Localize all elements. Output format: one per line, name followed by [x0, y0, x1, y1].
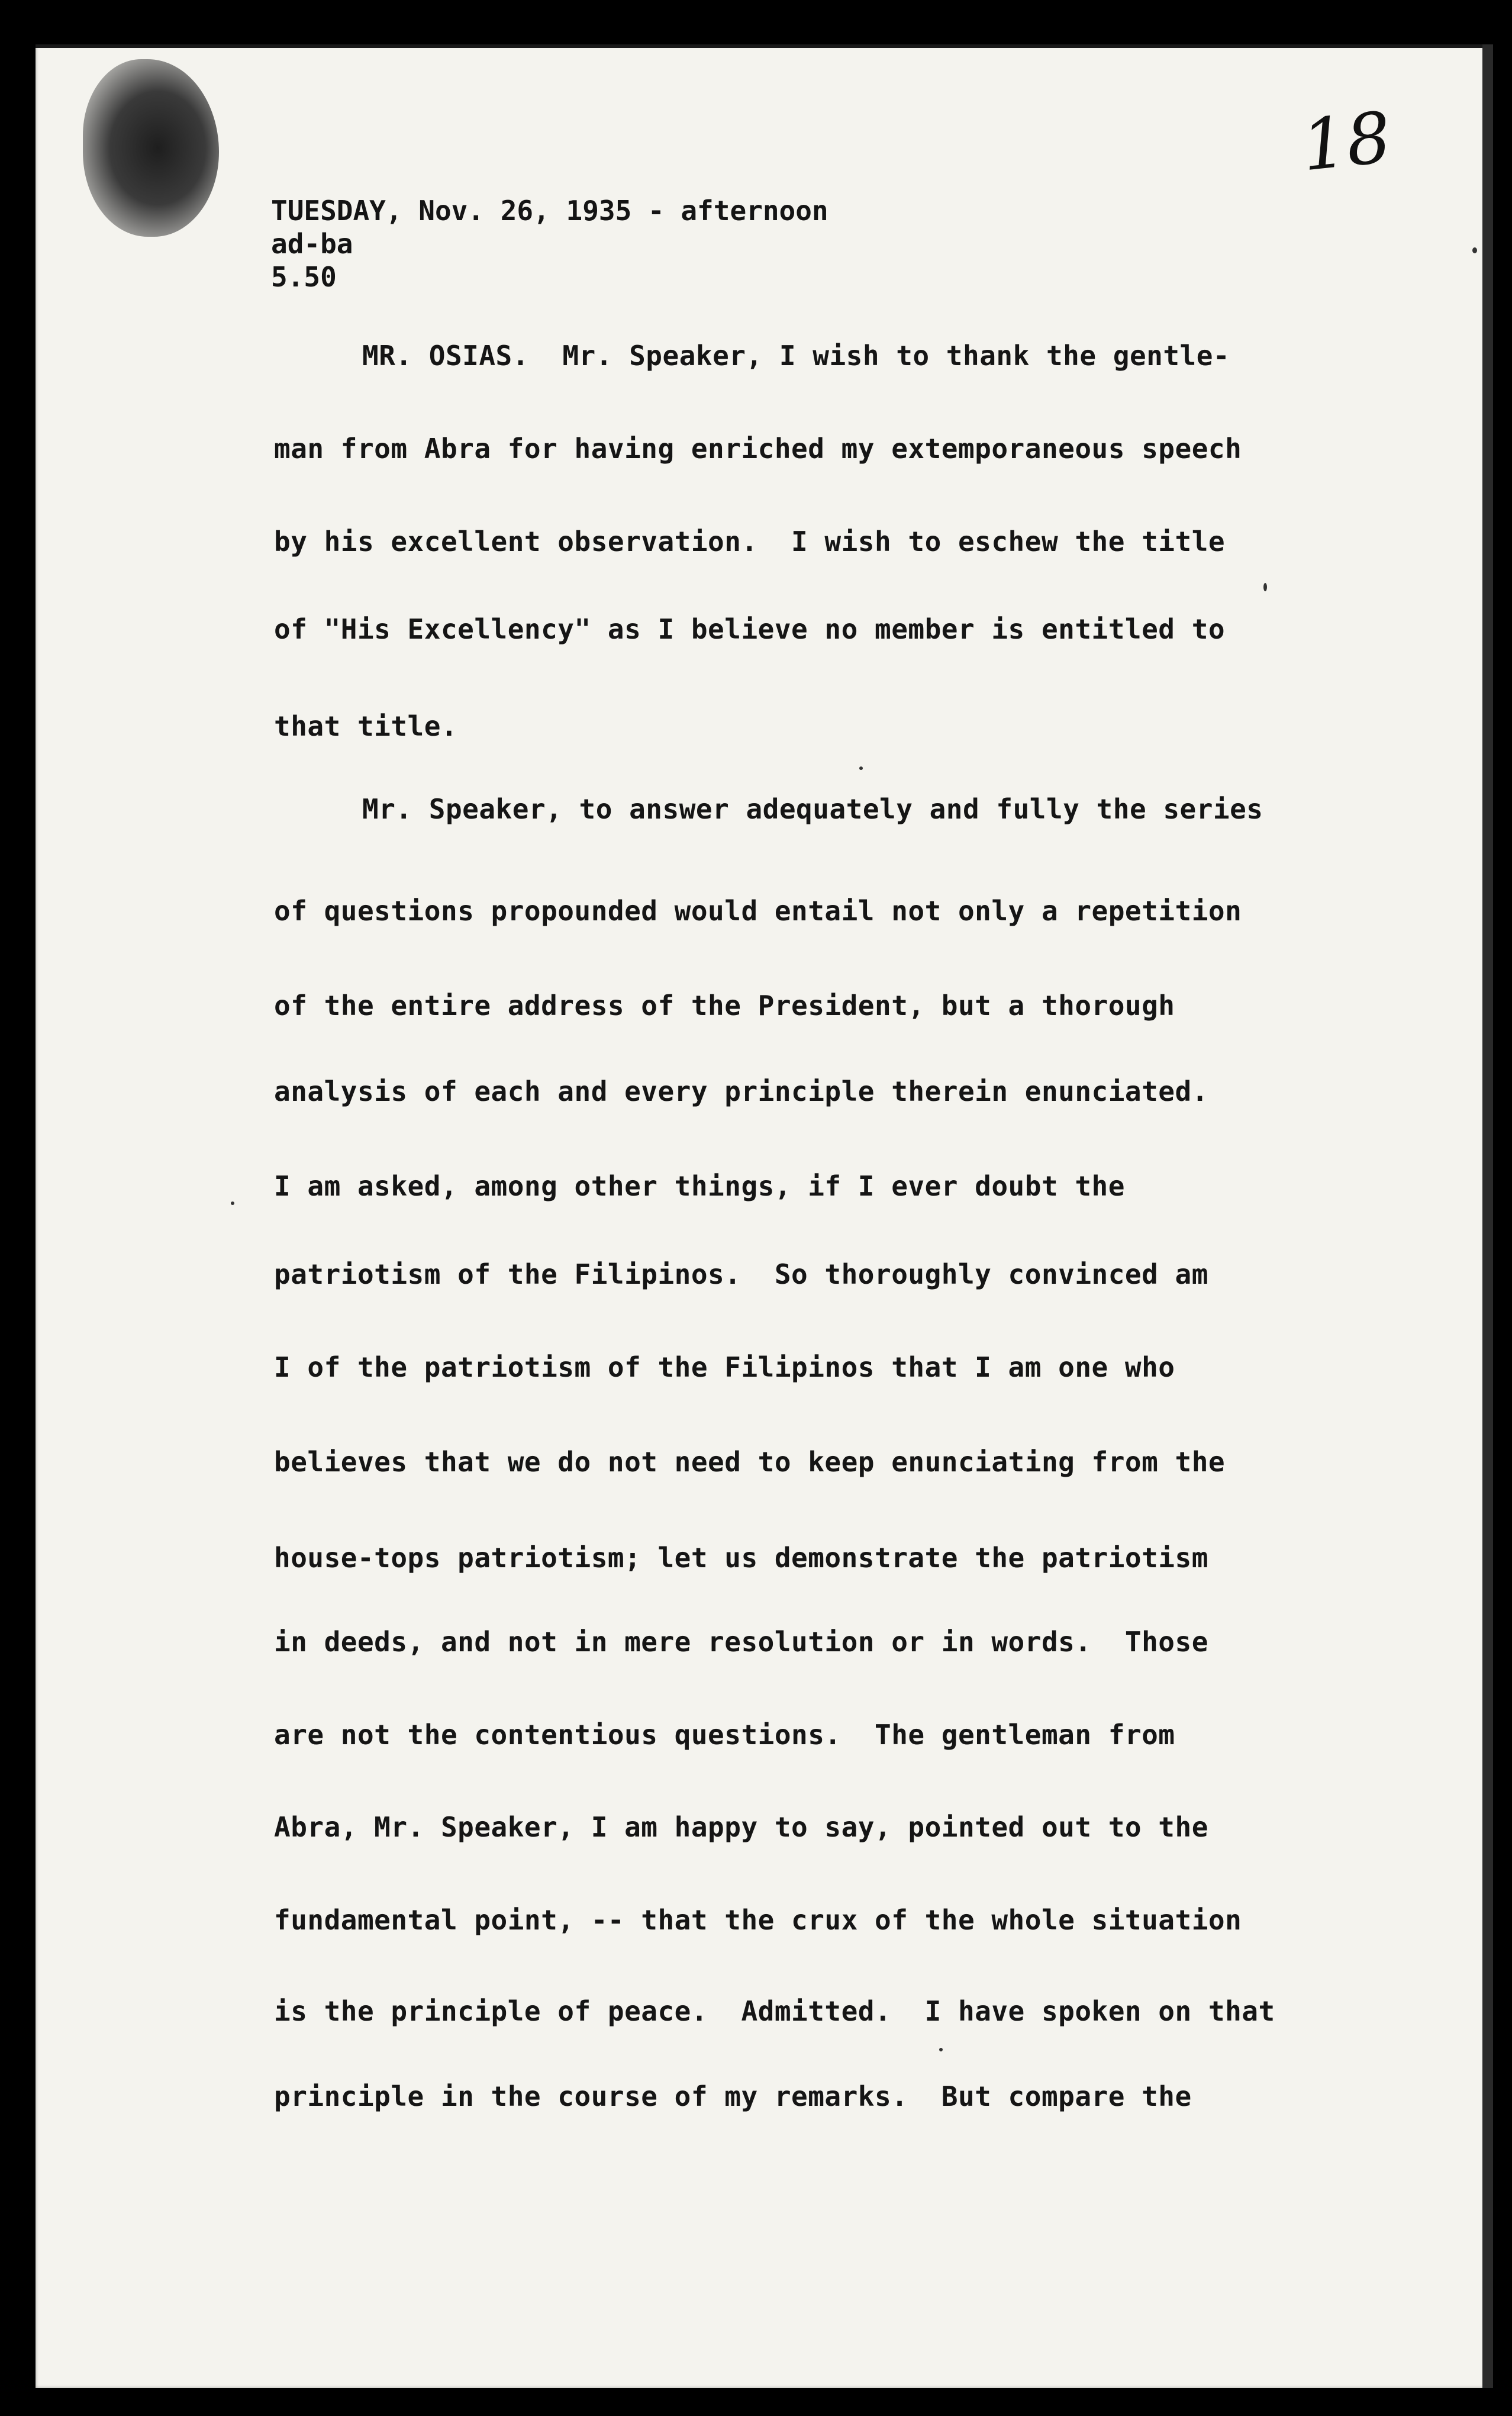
- page-top-edge: [36, 44, 1485, 48]
- document-header: [271, 194, 828, 294]
- body-line: I am asked, among other things, if I ever doubt the: [274, 1170, 1125, 1202]
- body-line: by his excellent observation. I wish to eschew the title: [274, 526, 1226, 558]
- body-line: Mr. Speaker, to answer adequately and fully the series: [362, 793, 1263, 825]
- ink-speck: [939, 2048, 943, 2051]
- body-line: analysis of each and every principle therein enunciated.: [274, 1075, 1208, 1107]
- body-line: house-tops patriotism; let us demonstrate the patriotism: [274, 1542, 1208, 1574]
- ink-speck: [859, 766, 863, 770]
- ink-speck: [231, 1201, 234, 1205]
- body-line: man from Abra for having enriched my extemporaneous speech: [274, 433, 1242, 465]
- ink-speck: [1263, 583, 1267, 591]
- body-line: of the entire address of the President, but a thorough: [274, 990, 1175, 1022]
- body-line: principle in the course of my remarks. But compare the: [274, 2080, 1192, 2112]
- header-code-line: ad-ba: [271, 228, 353, 260]
- body-line: of questions propounded would entail not only a repetition: [274, 895, 1242, 927]
- body-line: in deeds, and not in mere resolution or in words. Those: [274, 1626, 1208, 1658]
- ink-speck: [1472, 247, 1477, 253]
- body-line: MR. OSIAS. Mr. Speaker, I wish to thank the gentle-: [362, 340, 1230, 372]
- body-line: fundamental point, -- that the crux of the whole situation: [274, 1904, 1242, 1936]
- body-line: of "His Excellency" as I believe no member is entitled to: [274, 613, 1226, 645]
- page-right-edge: [1482, 44, 1493, 2388]
- body-line: that title.: [274, 710, 458, 742]
- header-date-line: TUESDAY, Nov. 26, 1935 - afternoon: [271, 195, 828, 227]
- body-line: I of the patriotism of the Filipinos that I am one who: [274, 1351, 1175, 1383]
- handwritten-page-number: 18: [1298, 96, 1395, 187]
- body-line: Abra, Mr. Speaker, I am happy to say, pointed out to the: [274, 1811, 1208, 1843]
- document-page: [36, 44, 1485, 2388]
- body-line: is the principle of peace. Admitted. I have spoken on that: [274, 1995, 1275, 2027]
- body-line: are not the contentious questions. The gentleman from: [274, 1719, 1175, 1751]
- body-line: patriotism of the Filipinos. So thoroughly convinced am: [274, 1258, 1208, 1290]
- body-line: believes that we do not need to keep enunciating from the: [274, 1446, 1226, 1478]
- header-ref-line: 5.50: [271, 261, 337, 293]
